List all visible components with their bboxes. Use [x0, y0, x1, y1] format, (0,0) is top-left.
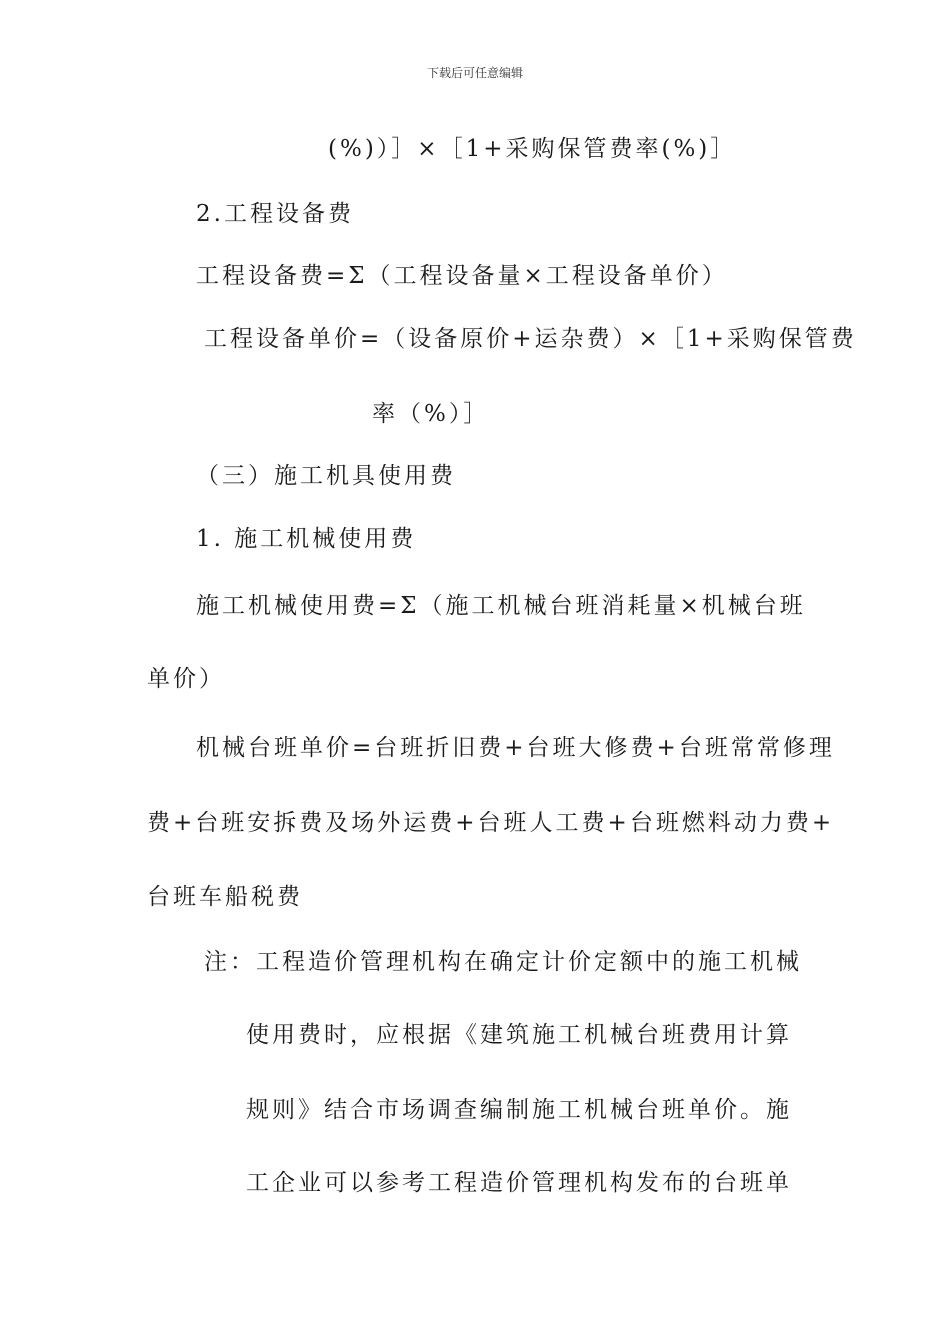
- shift-unit-price-formula-cont: 费+台班安拆费及场外运费+台班人工费+台班燃料动力费+: [147, 810, 835, 836]
- note-paragraph-line-4: 工企业可以参考工程造价管理机构发布的台班单: [246, 1170, 792, 1196]
- equipment-unit-price-formula-cont: 率（%）］: [372, 401, 490, 427]
- formula-continuation-line: (%)）］×［1+采购保管费率(%)］: [328, 136, 737, 162]
- note-paragraph-line-2: 使用费时，应根据《建筑施工机械台班费用计算: [246, 1022, 792, 1048]
- equipment-cost-formula: 工程设备费=Σ（工程设备量×工程设备单价）: [196, 263, 728, 289]
- machinery-cost-formula-cont: 单价）: [147, 666, 225, 692]
- note-paragraph-line-3: 规则》结合市场调查编制施工机械台班单价。施: [246, 1097, 792, 1123]
- section-heading-equipment: 2.工程设备费: [196, 201, 354, 227]
- note-paragraph-line-1: 注：工程造价管理机构在确定计价定额中的施工机械: [204, 949, 802, 975]
- shift-unit-price-formula: 机械台班单价=台班折旧费+台班大修费+台班常常修理: [196, 735, 835, 761]
- subsection-heading-machinery: 1. 施工机械使用费: [196, 526, 417, 552]
- machinery-cost-formula: 施工机械使用费=Σ（施工机械台班消耗量×机械台班: [196, 593, 806, 619]
- section-heading-machinery-tools: （三）施工机具使用费: [196, 463, 456, 489]
- equipment-unit-price-formula: 工程设备单价=（设备原价+运杂费）×［1+采购保管费: [204, 326, 857, 352]
- page-header: 下载后可任意编辑: [426, 66, 523, 80]
- shift-unit-price-formula-end: 台班车船税费: [147, 884, 303, 910]
